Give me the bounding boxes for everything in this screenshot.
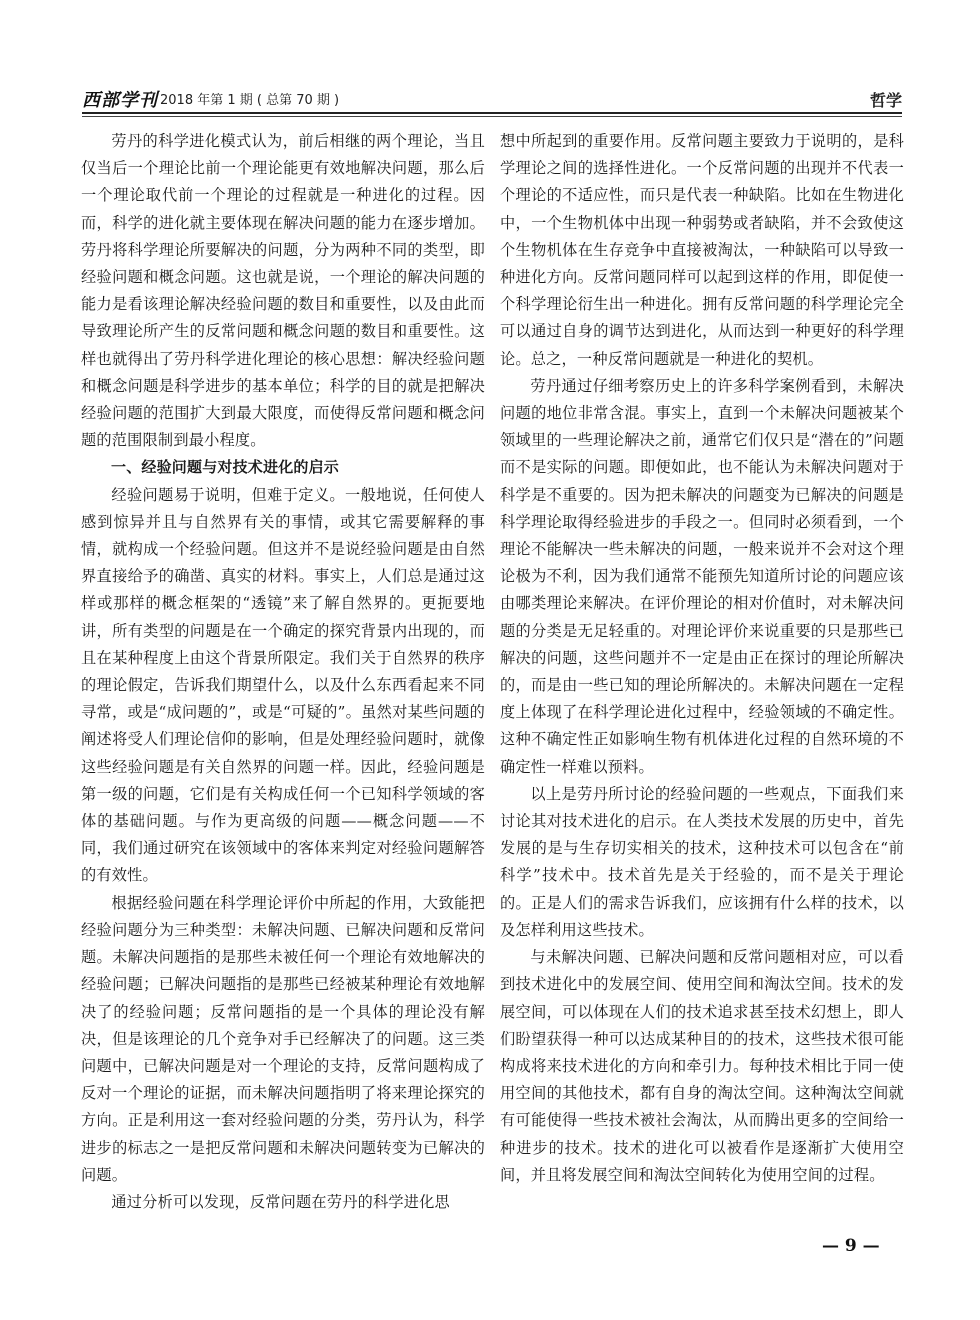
section-name: 哲学 — [869, 91, 902, 110]
right-column — [500, 128, 904, 1189]
issue-info: 2018 年第 1 期 ( 总第 70 期 ) — [160, 93, 340, 108]
paragraph: 劳丹的科学进化模式认为，前后相继的两个理论，当且仅当后一个理论比前一个理论能更有效地解决问题，那么后一个理论取代前一个理论的过程就是一种进化的过程。因而，科学的进化就主要体现在解决问题的能力在逐步增加。劳丹将科学理论所要解决的问题，分为两种不同的类型，即经验问题和概念问题。这也就是说，一个理论的解决问题的能力是看该理论解决经验问题的数目和重要性，以及由此而导致理论所产生的反常问题和概念问题的数目和重要性。这样也就得出了劳丹科学进化理论的核心思想：解决经验问题和概念问题是科学进步的基本单位；科学的目的就是把解决经验问题的范围扩大到最大限度，而使得反常问题和概念问题的范围限制到最小程度。 — [81, 132, 485, 450]
page-number: — 9 — — [822, 1236, 880, 1256]
paragraph: 与未解决问题、已解决问题和反常问题相对应，可以看到技术进化中的发展空间、使用空间和淘汰空间。技术的发展空间，可以体现在人们的技术追求甚至技术幻想上，即人们盼望获得一种可以达成某种目的的技术，这些技术很可能构成将来技术进化的方向和牵引力。每种技术相比于同一使用空间的其他技术，都有自身的淘汰空间。这种淘汰空间就有可能使得一些技术被社会淘汰，从而腾出更多的空间给一种进步的技术。技术的进化可以被看作是逐渐扩大使用空间，并且将发展空间和淘汰空间转化为使用空间的过程。 — [500, 948, 904, 1184]
paragraph-continuation: 想中所起到的重要作用。反常问题主要致力于说明的，是科学理论之间的选择性进化。一个反常问题的出现并不代表一个理论的不适应性，而只是代表一种缺陷。比如在生物进化中，一个生物机体中出现一种弱势或者缺陷，并不会致使这个生物机体在生存竞争中直接被淘汰，一种缺陷可以导致一种进化方向。反常问题同样可以起到这样的作用，即促使一个科学理论衍生出一种进化。拥有反常问题的科学理论完全可以通过自身的调节达到进化，从而达到一种更好的科学理论。总之，一种反常问题就是一种进化的契机。 — [500, 132, 904, 368]
running-header — [82, 86, 902, 110]
left-column — [81, 128, 485, 1216]
header-rule-thin — [82, 116, 902, 117]
journal-logo: 西部学刊 — [82, 90, 158, 111]
header-rule-thick — [82, 112, 902, 114]
paragraph: 经验问题易于说明，但难于定义。一般地说，任何使人感到惊异并且与自然界有关的事情，或其它需要解释的事情，就构成一个经验问题。但这并不是说经验问题是由自然界直接给予的确凿、真实的材料。事实上，人们总是通过这样或那样的概念框架的“透镜”来了解自然界的。更扼要地讲，所有类型的问题是在一个确定的探究背景内出现的，而且在某种程度上由这个背景所限定。我们关于自然界的秩序的理论假定，告诉我们期望什么，以及什么东西看起来不同寻常，或是“成问题的”，或是“可疑的”。虽然对某些问题的阐述将受人们理论信仰的影响，但是处理经验问题时，就像这些经验问题是有关自然界的问题一样。因此，经验问题是第一级的问题，它们是有关构成任何一个已知科学领域的客体的基础问题。与作为更高级的问题——概念问题——不同，我们通过研究在该领域中的客体来判定对经验问题解答的有效性。 — [81, 485, 485, 885]
paragraph: 通过分析可以发现，反常问题在劳丹的科学进化思 — [111, 1192, 450, 1211]
paragraph: 根据经验问题在科学理论评价中所起的作用，大致能把经验问题分为三种类型：未解决问题、已解决问题和反常问题。未解决问题指的是那些未被任何一个理论有效地解决的经验问题；已解决问题指的是那些已经被某种理论有效地解决了的经验问题；反常问题指的是一个具体的理论没有解决，但是该理论的几个竞争对手已经解决了的问题。这三类问题中，已解决问题是对一个理论的支持，反常问题构成了反对一个理论的证据，而未解决问题指明了将来理论探究的方向。正是利用这一套对经验问题的分类，劳丹认为，科学进步的标志之一是把反常问题和未解决问题转变为已解决的问题。 — [81, 893, 485, 1184]
paragraph: 劳丹通过仔细考察历史上的许多科学案例看到，未解决问题的地位非常含混。事实上，直到一个未解决问题被某个领域里的一些理论解决之前，通常它们仅只是“潜在的”问题而不是实际的问题。即便如此，也不能认为未解决问题对于科学是不重要的。因为把未解决的问题变为已解决的问题是科学理论取得经验进步的手段之一。但同时必须看到，一个理论不能解决一些未解决的问题，一般来说并不会对这个理论极为不利，因为我们通常不能预先知道所讨论的问题应该由哪类理论来解决。在评价理论的相对价值时，对未解决问题的分类是无足轻重的。对理论评价来说重要的只是那些已解决的问题，这些问题并不一定是由正在探讨的理论所解决的，而是由一些已知的理论所解决的。未解决问题在一定程度上体现了在科学理论进化过程中，经验领域的不确定性。这种不确定性正如影响生物有机体进化过程的自然环境的不确定性一样难以预料。 — [500, 376, 904, 776]
paragraph: 以上是劳丹所讨论的经验问题的一些观点，下面我们来讨论其对技术进化的启示。在人类技术发展的历史中，首先发展的是与生存切实相关的技术，这种技术可以包含在“前科学”技术中。技术首先是关于经验的，而不是关于理论的。正是人们的需求告诉我们，应该拥有什么样的技术，以及怎样利用这些技术。 — [500, 784, 904, 939]
section-heading: 一、经验问题与对技术进化的启示 — [111, 458, 340, 477]
